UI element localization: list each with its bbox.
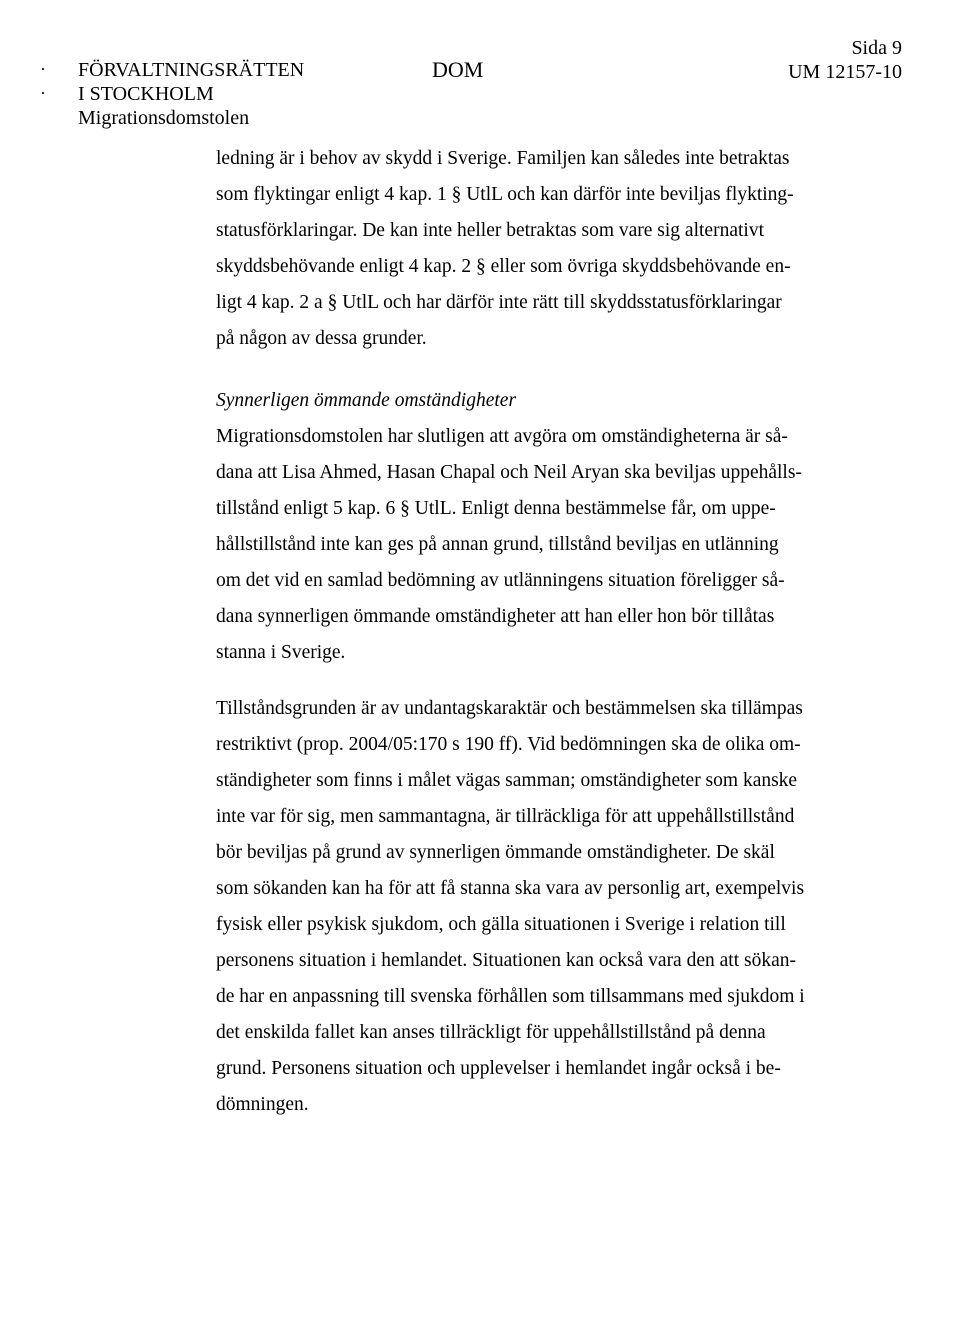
text-line: dana synnerligen ömmande omständigheter att han eller hon bör tillåtas — [216, 606, 775, 627]
page-number: Sida 9 — [851, 37, 902, 59]
text-line: dana att Lisa Ahmed, Hasan Chapal och Neil Aryan ska beviljas uppehålls- — [216, 462, 802, 483]
text-line: personens situation i hemlandet. Situationen kan också vara den att sökan- — [216, 950, 796, 971]
text-line: på någon av dessa grunder. — [216, 328, 427, 349]
section-heading — [216, 383, 836, 419]
case-number: UM 12157-10 — [788, 61, 902, 83]
bullet-mark: · — [40, 59, 46, 79]
text-line: det enskilda fallet kan anses tillräckligt för uppehållstillstånd på denna — [216, 1022, 766, 1043]
heading-text: Synnerligen ömmande omständigheter — [216, 390, 517, 411]
text-line: bör beviljas på grund av synnerligen ömmande omständigheter. De skäl — [216, 842, 775, 863]
text-line: inte var för sig, men sammantagna, är tillräckliga för att uppehållstillstånd — [216, 806, 795, 827]
paragraph-2 — [216, 419, 836, 671]
paragraph-1 — [216, 141, 836, 357]
text-line: statusförklaringar. De kan inte heller betraktas som vare sig alternativt — [216, 220, 764, 241]
text-line: tillstånd enligt 5 kap. 6 § UtlL. Enligt denna bestämmelse får, om uppe- — [216, 498, 776, 519]
court-division: Migrationsdomstolen — [78, 107, 250, 129]
text-line: de har en anpassning till svenska förhållen som tillsammans med sjukdom i — [216, 986, 805, 1007]
bullet-mark: · — [40, 83, 46, 103]
text-line: hållstillstånd inte kan ges på annan grund, tillstånd beviljas en utlänning — [216, 534, 779, 555]
court-name: FÖRVALTNINGSRÄTTEN — [78, 59, 305, 81]
text-line: som flyktingar enligt 4 kap. 1 § UtlL och kan därför inte beviljas flykting- — [216, 184, 794, 205]
text-line: dömningen. — [216, 1094, 309, 1115]
text-line: ständigheter som finns i målet vägas samman; omständigheter som kanske — [216, 770, 798, 791]
text-line: grund. Personens situation och upplevelser i hemlandet ingår också i be- — [216, 1058, 781, 1079]
text-line: skyddsbehövande enligt 4 kap. 2 § eller som övriga skyddsbehövande en- — [216, 256, 791, 277]
text-line: ligt 4 kap. 2 a § UtlL och har därför inte rätt till skyddsstatusförklaringar — [216, 292, 782, 313]
text-line: som sökanden kan ha för att få stanna ska vara av personlig art, exempelvis — [216, 878, 805, 899]
text-line: Migrationsdomstolen har slutligen att avgöra om omständigheterna är så- — [216, 426, 788, 447]
document-type: DOM — [432, 57, 484, 82]
text-line: ledning är i behov av skydd i Sverige. Familjen kan således inte betraktas — [216, 148, 790, 169]
text-line: fysisk eller psykisk sjukdom, och gälla situationen i Sverige i relation till — [216, 914, 786, 935]
text-line: stanna i Sverige. — [216, 642, 346, 663]
paragraph-3 — [216, 691, 836, 1123]
court-header — [78, 58, 304, 130]
text-line: restriktivt (prop. 2004/05:170 s 190 ff). Vid bedömningen ska de olika om- — [216, 734, 801, 755]
text-line: Tillståndsgrunden är av undantagskaraktär och bestämmelsen ska tillämpas — [216, 698, 803, 719]
text-line: om det vid en samlad bedömning av utlänningens situation föreligger så- — [216, 570, 785, 591]
court-location: I STOCKHOLM — [78, 83, 214, 105]
page-reference — [788, 36, 902, 84]
